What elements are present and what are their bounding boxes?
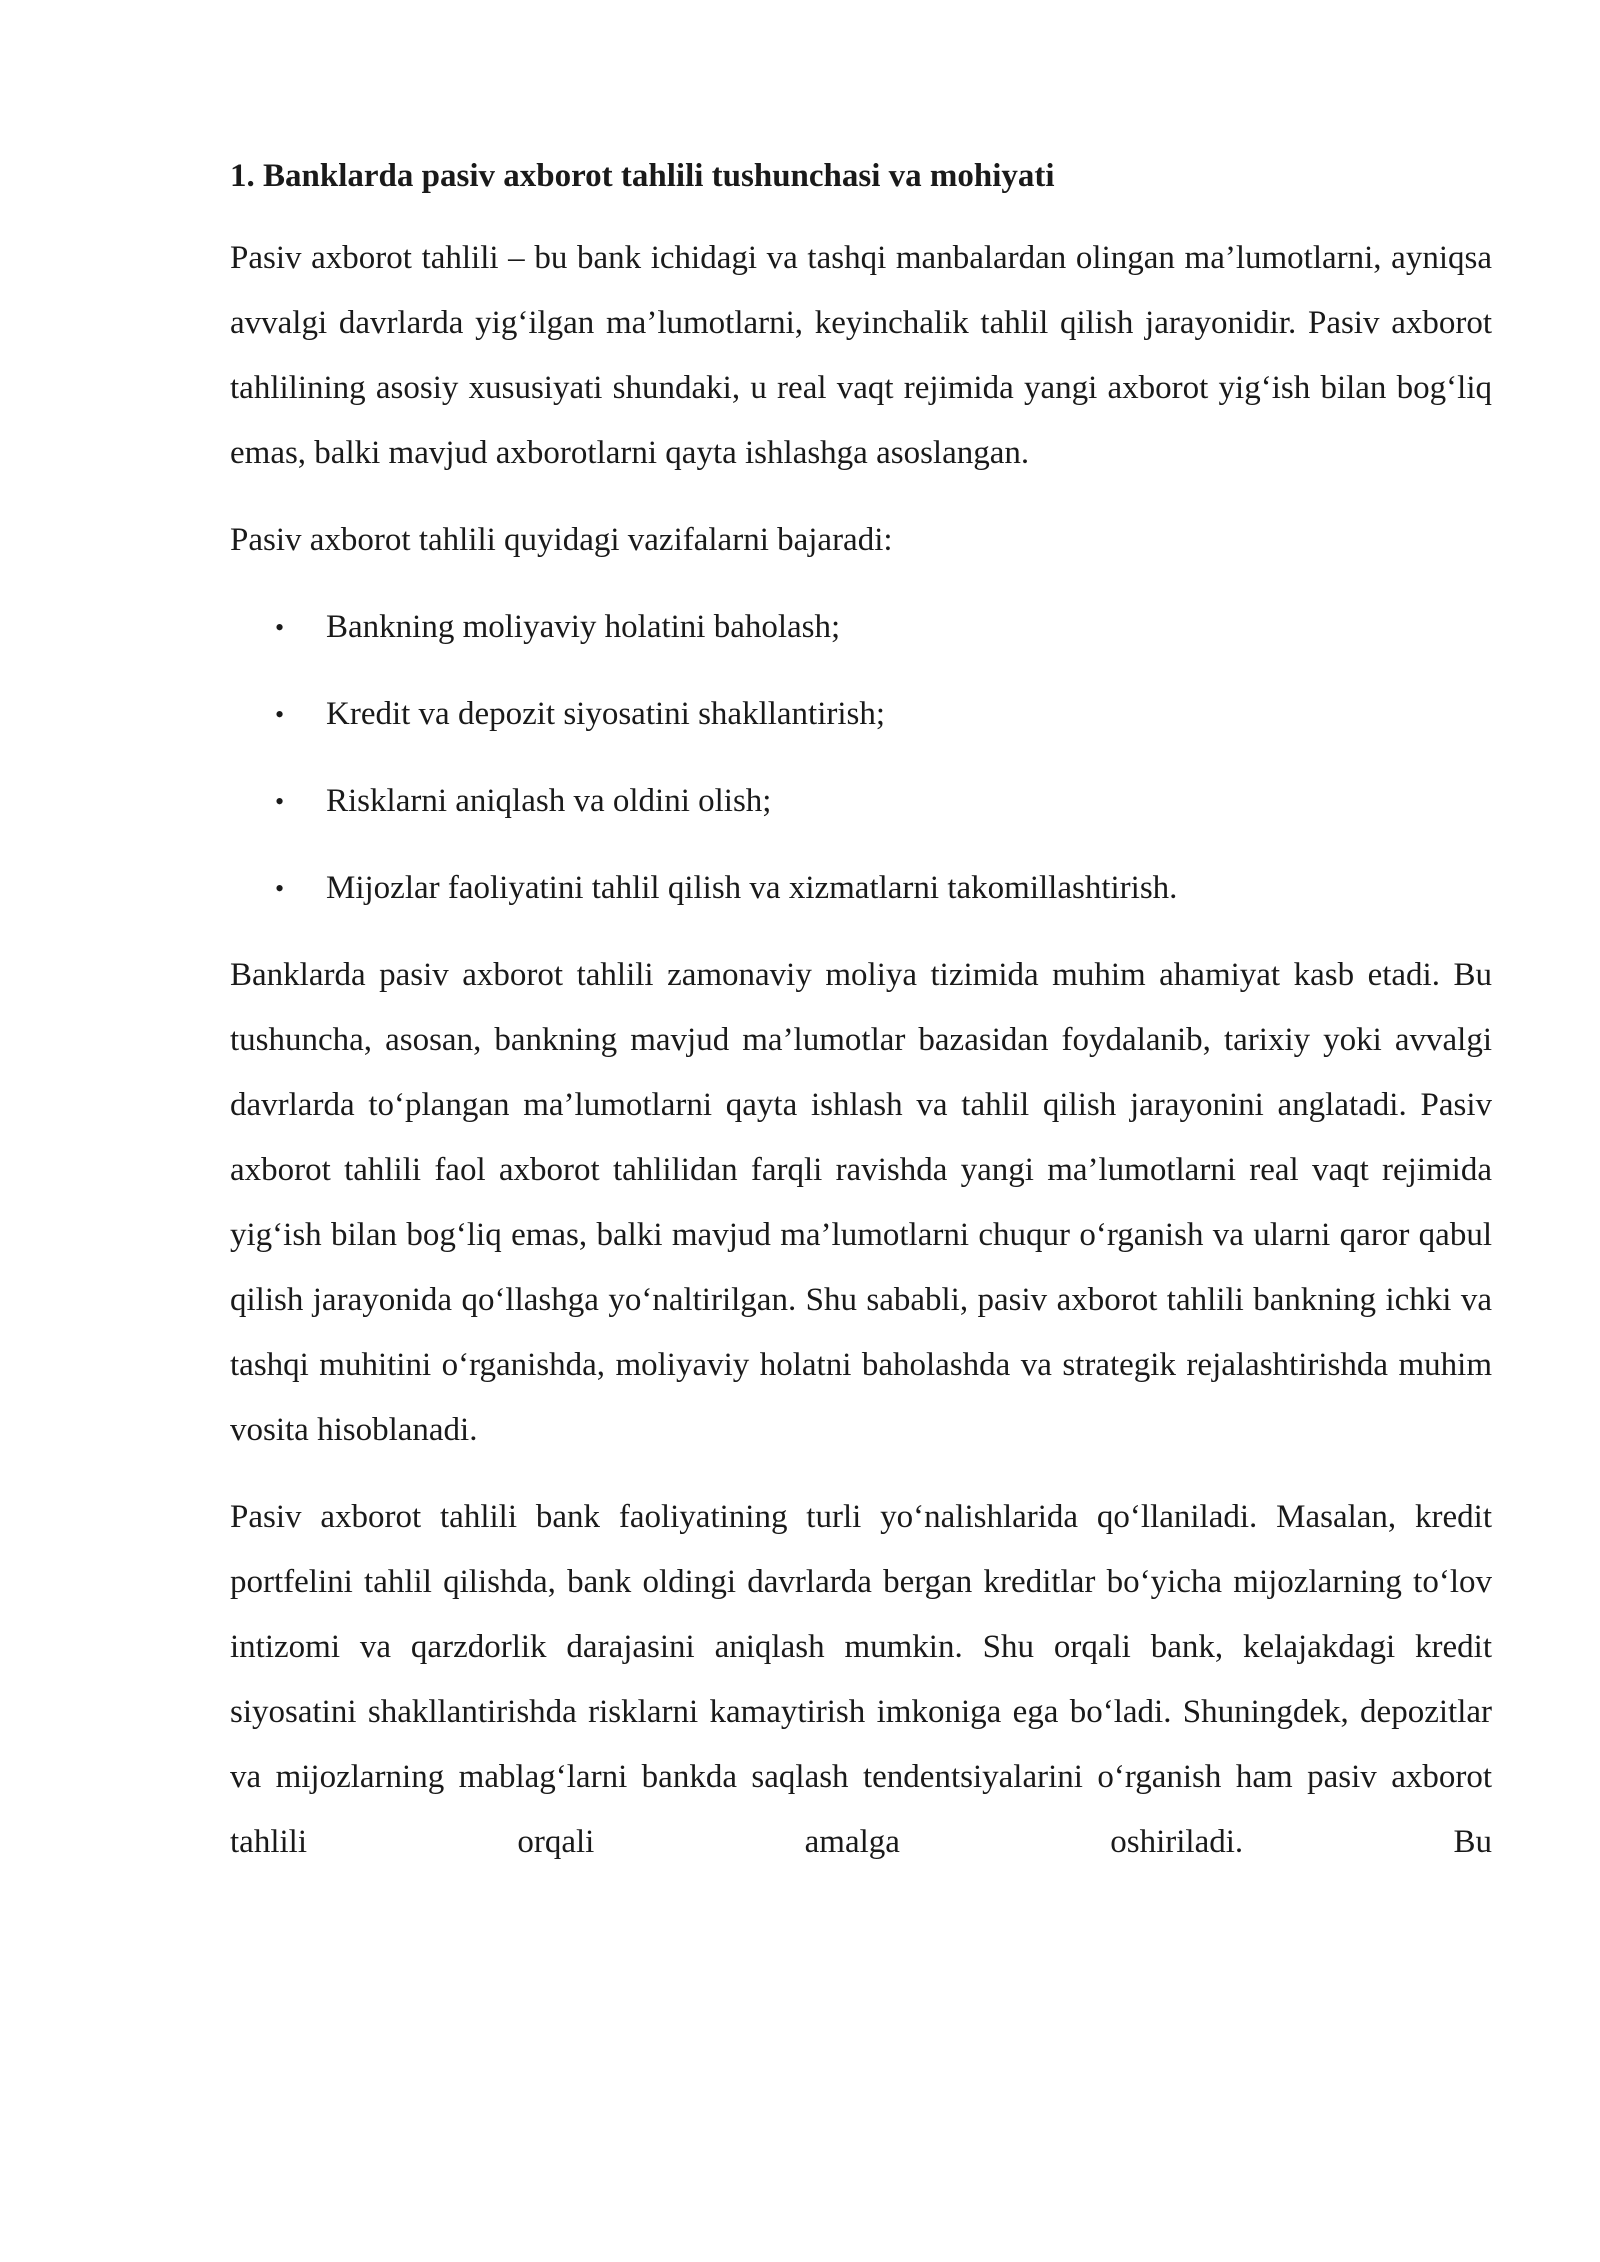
list-item [230, 856, 1492, 921]
section-heading: 1. Banklarda pasiv axborot tahlili tushunchasi va mohiyati [230, 158, 1055, 194]
list-item [230, 769, 1492, 834]
document-body [230, 146, 1492, 1875]
bullet-icon: • [275, 874, 285, 903]
paragraph-importance: Banklarda pasiv axborot tahlili zamonaviy moliya tizimida muhim ahamiyat kasb etadi. Bu tushuncha, asosan, bankning mavjud ma’lumotlar bazasidan foydalanib, tarixiy yoki avvalgi davrlarda to‘plangan ma’lumotlarni qayta ishlash va tahlil qilish jarayonini anglatadi. Pasiv axborot tahlili faol axborot tahlilidan farqli ravishda yangi ma’lumotlarni real vaqt rejimida yig‘ish bilan bog‘liq emas, balki mavjud ma’lumotlarni chuqur o‘rganish va ularni qaror qabul qilish jarayonida qo‘llashga yo‘naltirilgan. Shu sababli, pasiv axborot tahlili bankning ichki va tashqi muhitini o‘rganishda, moliyaviy holatni baholashda va strategik rejalashtirishda muhim vosita hisoblanadi. [230, 957, 1492, 1448]
list-item-text: Bankning moliyaviy holatini baholash; [326, 609, 841, 645]
paragraph-applications: Pasiv axborot tahlili bank faoliyatining turli yo‘nalishlarida qo‘llaniladi. Masalan, kredit portfelini tahlil qilishda, bank oldingi davrlarda bergan kreditlar bo‘yicha mijozlarning to‘lov intizomi va qarzdorlik darajasini aniqlash mumkin. Shu orqali bank, kelajakdagi kredit siyosatini shakllantirishda risklarni kamaytirish imkoniga ega bo‘ladi. Shuningdek, depozitlar va mijozlarning mablag‘larni bankda saqlash tendentsiyalarini o‘rganish ham pasiv axborot tahlili orqali amalga oshiriladi. Bu [230, 1499, 1492, 1860]
bullet-icon: • [275, 613, 285, 642]
list-item-text: Kredit va depozit siyosatini shakllantirish; [326, 696, 886, 732]
list-item-text: Risklarni aniqlash va oldini olish; [326, 783, 772, 819]
list-item [230, 595, 1492, 660]
paragraph-definition: Pasiv axborot tahlili – bu bank ichidagi va tashqi manbalardan olingan ma’lumotlarni, ayniqsa avvalgi davrlarda yig‘ilgan ma’lumotlarni, keyinchalik tahlil qilish jarayonidir. Pasiv axborot tahlilining asosiy xususiyati shundaki, u real vaqt rejimida yangi axborot yig‘ish bilan bog‘liq emas, balki mavjud axborotlarni qayta ishlashga asoslangan. [230, 240, 1492, 471]
list-item-text: Mijozlar faoliyatini tahlil qilish va xizmatlarni takomillashtirish. [326, 870, 1178, 906]
bullet-icon: • [275, 700, 285, 729]
tasks-list [230, 595, 1492, 921]
list-item [230, 682, 1492, 747]
bullet-icon: • [275, 787, 285, 816]
paragraph-tasks-intro: Pasiv axborot tahlili quyidagi vazifalarni bajaradi: [230, 522, 893, 558]
